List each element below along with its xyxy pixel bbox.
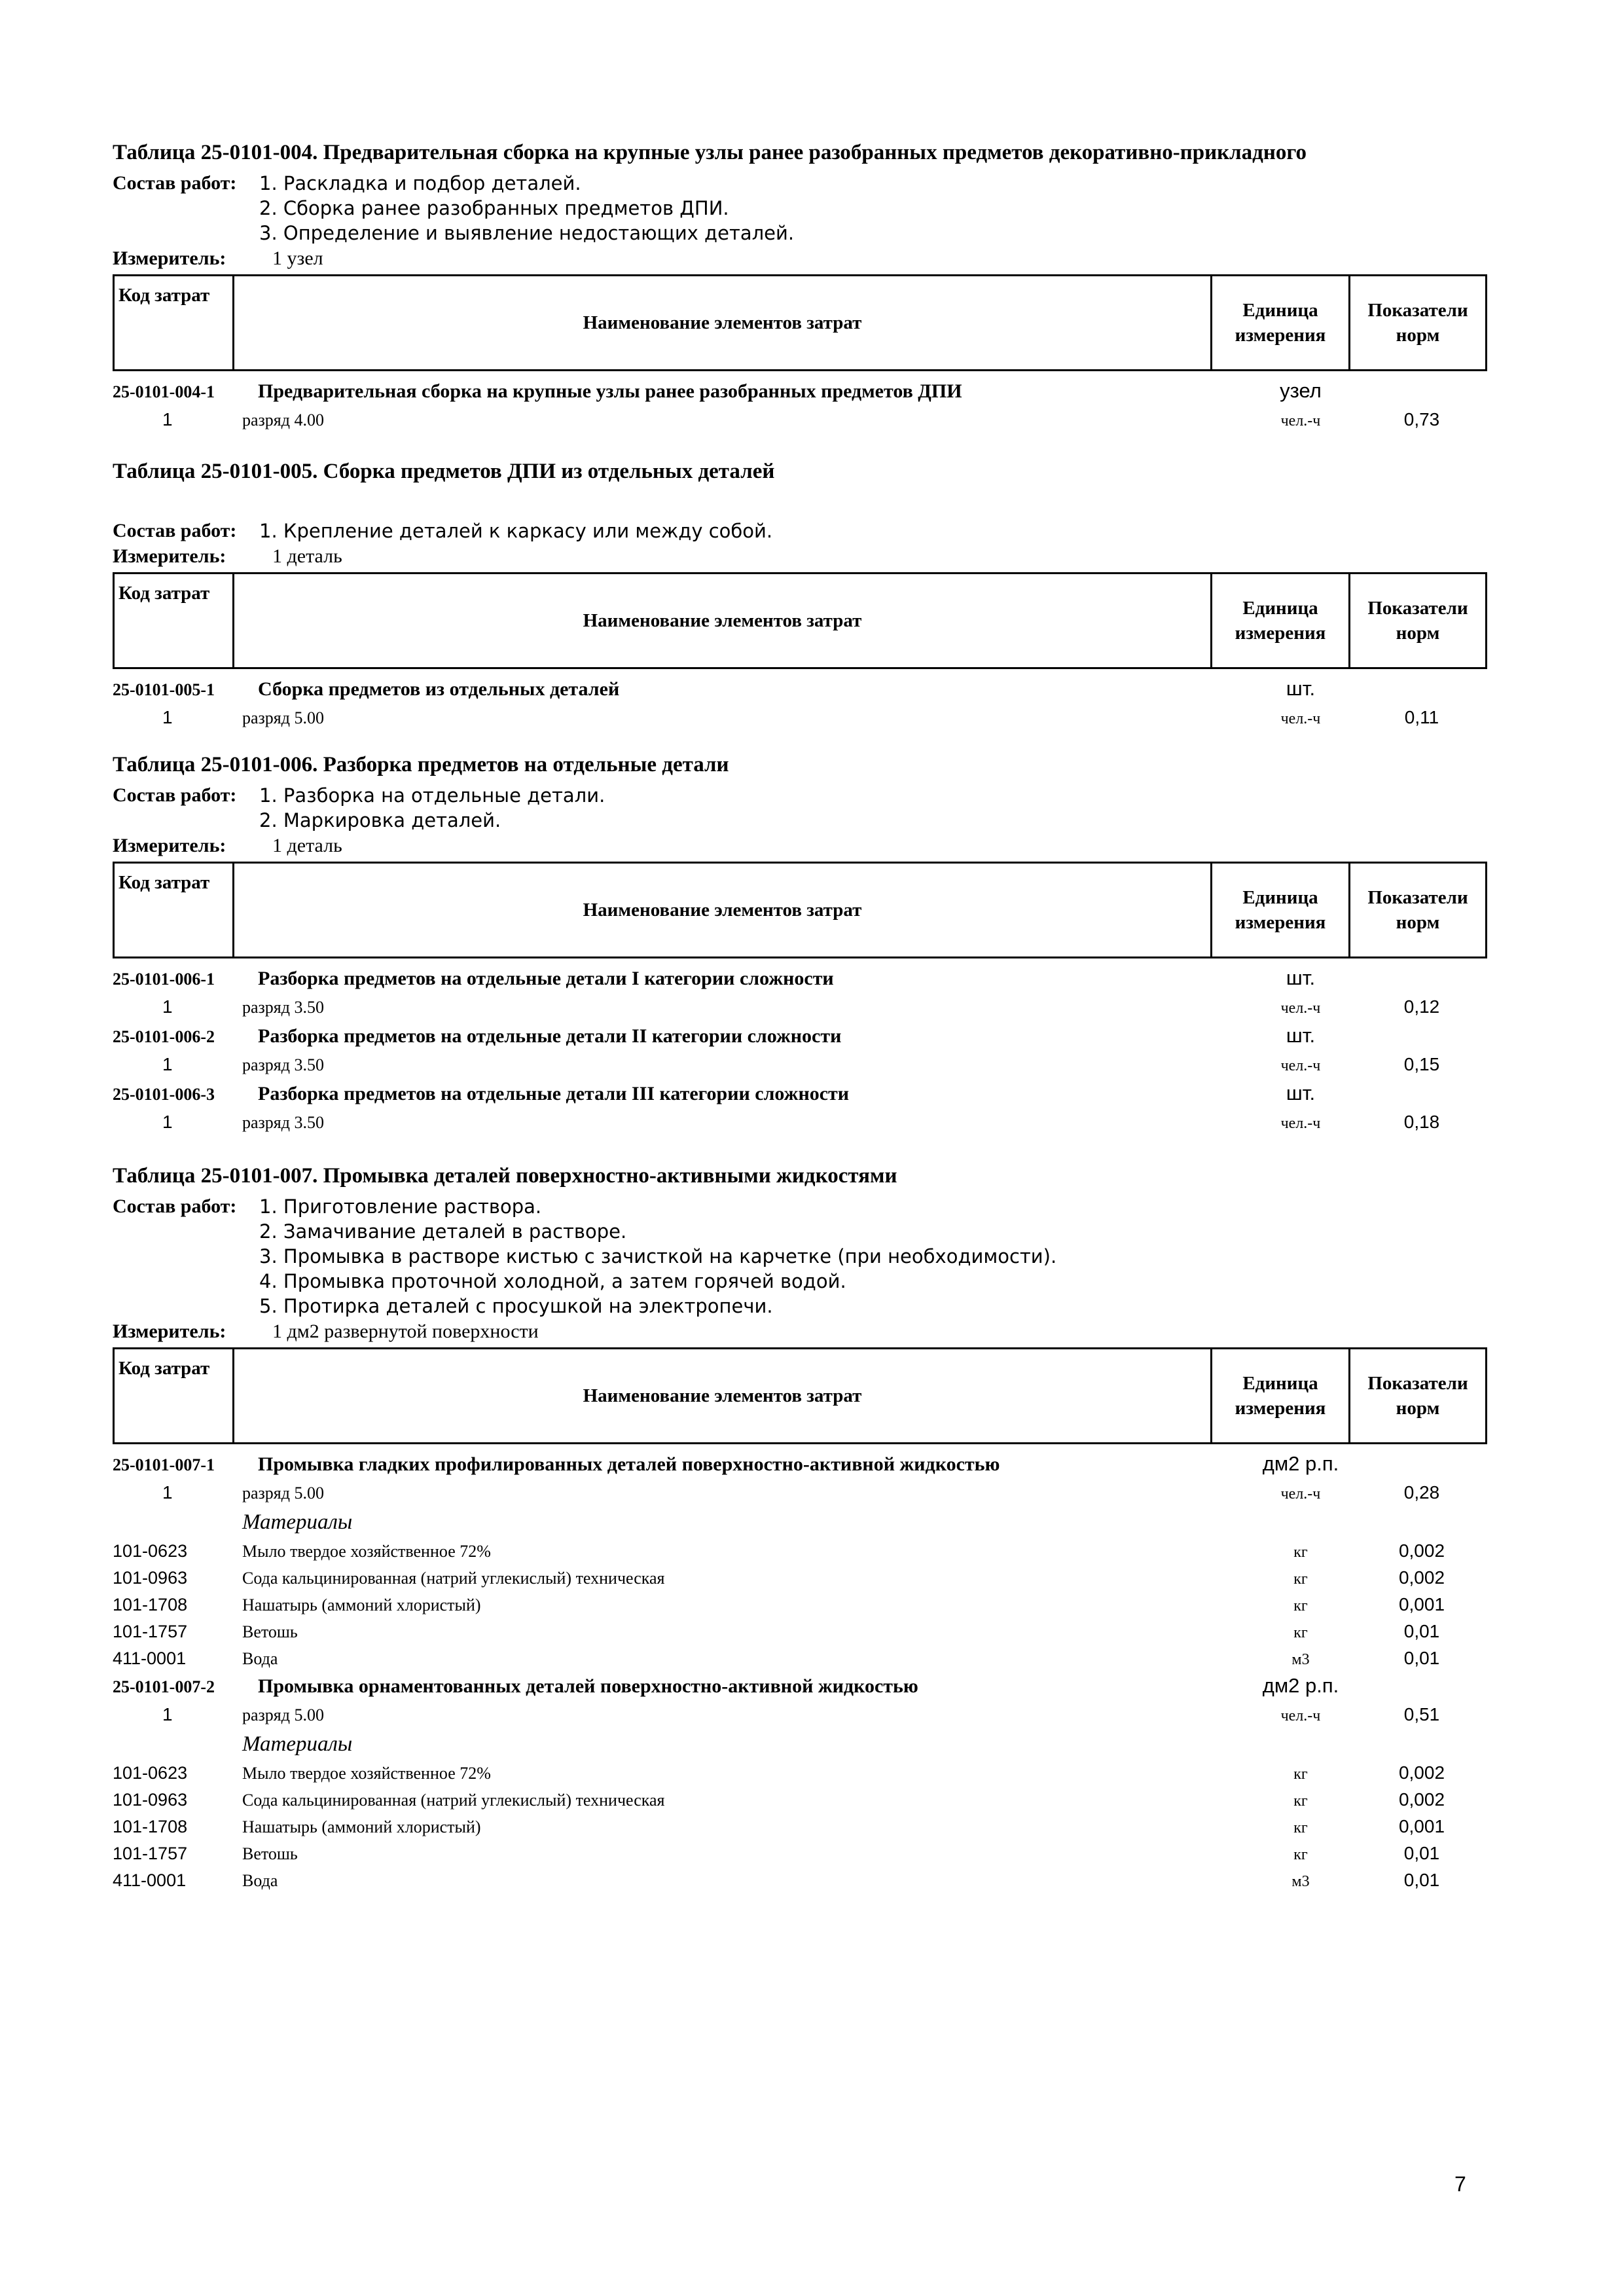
row-code: 101-1757 <box>113 1622 188 1641</box>
meter-value: 1 узел <box>272 247 323 269</box>
work-item-row <box>113 376 1487 405</box>
row-code: 101-0963 <box>113 1568 188 1588</box>
row-norm: 0,51 <box>1403 1704 1440 1724</box>
work-step: 4. Промывка проточной холодной, а затем горячей водой. <box>259 1270 846 1292</box>
col-unit-line2: измерения <box>1235 912 1326 933</box>
work-item-row <box>113 964 1487 993</box>
col-norm-line1: Показатели <box>1367 1373 1468 1394</box>
col-norm-line2: норм <box>1396 912 1440 933</box>
row-code: 25-0101-005-1 <box>113 680 215 699</box>
col-norm-header <box>1350 863 1487 958</box>
row-code: 1 <box>162 707 173 727</box>
work-step: 5. Протирка деталей с просушкой на электропечи. <box>259 1295 773 1317</box>
labor-row <box>113 1050 1487 1079</box>
row-code: 1 <box>162 1054 173 1074</box>
col-name-header: Наименование элементов затрат <box>234 574 1212 668</box>
row-unit: кг <box>1293 1624 1308 1641</box>
work-composition <box>113 783 1487 833</box>
row-unit: кг <box>1293 1846 1308 1863</box>
row-name: разряд 5.00 <box>242 1484 324 1503</box>
row-norm: 0,01 <box>1403 1870 1440 1890</box>
col-unit-header <box>1212 1349 1350 1444</box>
labor-row <box>113 1700 1487 1729</box>
row-name: Промывка гладких профилированных деталей поверхностно-активной жидкостью <box>258 1453 1000 1475</box>
col-name-header: Наименование элементов затрат <box>234 1349 1212 1444</box>
row-code: 411-0001 <box>113 1870 187 1890</box>
work-step: 2. Замачивание деталей в растворе. <box>259 1220 627 1243</box>
row-norm: 0,01 <box>1403 1621 1440 1641</box>
row-name: Мыло твердое хозяйственное 72% <box>242 1542 491 1561</box>
table-title: Таблица 25-0101-004. Предварительная сборка на крупные узлы ранее разобранных предметов декоративно-прикладного <box>113 141 1307 164</box>
row-unit: чел.-ч <box>1280 1000 1321 1017</box>
table-header <box>113 862 1487 958</box>
work-item-row <box>113 1449 1487 1478</box>
row-unit: кг <box>1293 1819 1308 1836</box>
work-step: 1. Крепление деталей к каркасу или между собой. <box>259 520 773 542</box>
col-norm-line2: норм <box>1396 1398 1440 1419</box>
table-rows <box>113 964 1487 1137</box>
composition-label: Состав работ: <box>113 784 237 806</box>
page-number: 7 <box>1454 2172 1466 2196</box>
meter-label: Измеритель: <box>113 835 226 856</box>
meter-label: Измеритель: <box>113 1321 226 1342</box>
col-code-header: Код затрат <box>114 1349 234 1444</box>
row-code: 25-0101-006-1 <box>113 970 215 989</box>
row-unit: шт. <box>1286 677 1316 700</box>
meter-value: 1 деталь <box>272 545 342 567</box>
composition-label: Состав работ: <box>113 520 237 541</box>
row-name: Нашатырь (аммоний хлористый) <box>242 1595 481 1614</box>
col-unit-line2: измерения <box>1235 1398 1326 1419</box>
row-name: разряд 4.00 <box>242 410 324 429</box>
row-unit: кг <box>1293 1766 1308 1783</box>
row-unit: дм2 р.п. <box>1262 1674 1339 1697</box>
col-norm-line1: Показатели <box>1367 300 1468 321</box>
row-norm: 0,01 <box>1403 1843 1440 1863</box>
table-title: Таблица 25-0101-005. Сборка предметов ДПИ из отдельных деталей <box>113 460 775 483</box>
row-unit: чел.-ч <box>1280 710 1321 727</box>
meter-line <box>113 833 1487 859</box>
row-code: 101-0963 <box>113 1790 188 1810</box>
work-step: 3. Промывка в растворе кистью с зачисткой на карчетке (при необходимости). <box>259 1245 1057 1267</box>
meter-line <box>113 1319 1487 1345</box>
work-item-row <box>113 674 1487 703</box>
labor-row <box>113 1108 1487 1137</box>
row-name: Ветошь <box>242 1844 298 1863</box>
materials-header-row <box>113 1729 1487 1759</box>
col-norm-header <box>1350 574 1487 668</box>
col-unit-line1: Единица <box>1242 300 1318 321</box>
row-code: 1 <box>162 409 173 429</box>
row-unit: м3 <box>1291 1873 1310 1890</box>
row-norm: 0,001 <box>1398 1594 1445 1614</box>
row-code: 1 <box>162 1704 173 1724</box>
row-name: разряд 5.00 <box>242 708 324 727</box>
col-code-header: Код затрат <box>114 276 234 371</box>
col-unit-line1: Единица <box>1242 598 1318 619</box>
material-row <box>113 1867 1487 1893</box>
table-rows <box>113 674 1487 732</box>
row-norm: 0,01 <box>1403 1648 1440 1668</box>
materials-label: Материалы <box>242 1732 353 1756</box>
table-title: Таблица 25-0101-007. Промывка деталей поверхностно-активными жидкостями <box>113 1164 897 1188</box>
row-code: 25-0101-007-1 <box>113 1455 215 1474</box>
meter-line <box>113 543 1487 570</box>
row-code: 1 <box>162 1482 173 1503</box>
work-step: 2. Сборка ранее разобранных предметов ДПИ. <box>259 197 729 219</box>
row-norm: 0,18 <box>1403 1112 1440 1132</box>
row-code: 1 <box>162 1112 173 1132</box>
row-unit: чел.-ч <box>1280 1485 1321 1503</box>
row-name: Разборка предметов на отдельные детали III категории сложности <box>258 1083 850 1104</box>
row-name: Разборка предметов на отдельные детали II категории сложности <box>258 1025 842 1047</box>
work-composition <box>113 171 1487 246</box>
col-unit-header <box>1212 574 1350 668</box>
composition-label: Состав работ: <box>113 172 237 194</box>
row-name: Вода <box>242 1649 278 1668</box>
col-unit-line1: Единица <box>1242 887 1318 908</box>
row-unit: узел <box>1280 379 1322 402</box>
row-name: Сода кальцинированная (натрий углекислый) техническая <box>242 1791 665 1810</box>
row-norm: 0,001 <box>1398 1816 1445 1836</box>
material-row <box>113 1591 1487 1618</box>
material-row <box>113 1645 1487 1671</box>
col-code-header: Код затрат <box>114 863 234 958</box>
norm-table-004 <box>113 139 1487 434</box>
row-unit: кг <box>1293 1793 1308 1810</box>
work-step: 2. Маркировка деталей. <box>259 809 501 831</box>
row-norm: 0,12 <box>1403 996 1440 1017</box>
meter-label: Измеритель: <box>113 247 226 269</box>
row-code: 25-0101-006-2 <box>113 1027 215 1046</box>
work-step: 1. Разборка на отдельные детали. <box>259 784 605 807</box>
material-row <box>113 1786 1487 1813</box>
row-code: 101-0623 <box>113 1541 188 1561</box>
row-name: Сода кальцинированная (натрий углекислый) техническая <box>242 1569 665 1588</box>
material-row <box>113 1618 1487 1645</box>
composition-label: Состав работ: <box>113 1195 237 1217</box>
col-unit-line1: Единица <box>1242 1373 1318 1394</box>
meter-value: 1 деталь <box>272 835 342 856</box>
norm-table-006 <box>113 752 1487 1137</box>
row-name: Предварительная сборка на крупные узлы ранее разобранных предметов ДПИ <box>258 380 962 402</box>
row-unit: кг <box>1293 1597 1308 1614</box>
row-code: 1 <box>162 996 173 1017</box>
row-code: 101-1708 <box>113 1595 188 1614</box>
row-name: разряд 3.50 <box>242 998 324 1017</box>
col-unit-line2: измерения <box>1235 325 1326 346</box>
table-title: Таблица 25-0101-006. Разборка предметов на отдельные детали <box>113 753 729 776</box>
material-row <box>113 1813 1487 1840</box>
row-unit: чел.-ч <box>1280 1707 1321 1724</box>
row-name: Сборка предметов из отдельных деталей <box>258 678 620 700</box>
row-norm: 0,28 <box>1403 1482 1440 1503</box>
row-name: Разборка предметов на отдельные детали I категории сложности <box>258 968 834 989</box>
work-item-row <box>113 1671 1487 1700</box>
row-unit: чел.-ч <box>1280 1115 1321 1132</box>
col-norm-line2: норм <box>1396 623 1440 644</box>
row-norm: 0,002 <box>1398 1540 1445 1561</box>
work-composition <box>113 519 1487 543</box>
row-name: разряд 3.50 <box>242 1055 324 1074</box>
row-unit: шт. <box>1286 1024 1316 1047</box>
table-rows <box>113 376 1487 434</box>
norm-table-007 <box>113 1163 1487 1893</box>
labor-row <box>113 405 1487 434</box>
col-norm-line1: Показатели <box>1367 598 1468 619</box>
materials-header-row <box>113 1507 1487 1537</box>
work-steps <box>259 171 794 246</box>
work-step: 1. Раскладка и подбор деталей. <box>259 172 581 194</box>
material-row <box>113 1564 1487 1591</box>
row-code: 101-0623 <box>113 1763 188 1783</box>
row-code: 25-0101-004-1 <box>113 382 215 401</box>
work-item-row <box>113 1021 1487 1050</box>
row-norm: 0,15 <box>1403 1054 1440 1074</box>
row-unit: кг <box>1293 1544 1308 1561</box>
row-name: Мыло твердое хозяйственное 72% <box>242 1764 491 1783</box>
col-name-header: Наименование элементов затрат <box>234 276 1212 371</box>
labor-row <box>113 993 1487 1021</box>
col-unit-header <box>1212 863 1350 958</box>
row-name: Промывка орнаментованных деталей поверхностно-активной жидкостью <box>258 1675 918 1697</box>
row-norm: 0,73 <box>1403 409 1440 429</box>
row-name: разряд 3.50 <box>242 1113 324 1132</box>
row-name: разряд 5.00 <box>242 1705 324 1724</box>
material-row <box>113 1840 1487 1867</box>
table-rows <box>113 1449 1487 1893</box>
row-norm: 0,002 <box>1398 1762 1445 1783</box>
row-unit: шт. <box>1286 1082 1316 1104</box>
col-code-header: Код затрат <box>114 574 234 668</box>
row-unit: чел.-ч <box>1280 412 1321 429</box>
row-norm: 0,002 <box>1398 1567 1445 1588</box>
col-unit-header <box>1212 276 1350 371</box>
material-row <box>113 1537 1487 1564</box>
row-name: Ветошь <box>242 1622 298 1641</box>
work-steps <box>259 519 772 543</box>
work-step: 1. Приготовление раствора. <box>259 1195 542 1218</box>
col-unit-line2: измерения <box>1235 623 1326 644</box>
row-unit: дм2 р.п. <box>1262 1452 1339 1475</box>
row-unit: м3 <box>1291 1651 1310 1668</box>
material-row <box>113 1759 1487 1786</box>
work-composition <box>113 1194 1487 1319</box>
row-code: 411-0001 <box>113 1649 187 1668</box>
labor-row <box>113 703 1487 732</box>
row-unit: чел.-ч <box>1280 1057 1321 1074</box>
row-code: 101-1708 <box>113 1817 188 1836</box>
meter-label: Измеритель: <box>113 545 226 567</box>
col-name-header: Наименование элементов затрат <box>234 863 1212 958</box>
row-code: 25-0101-006-3 <box>113 1085 215 1104</box>
col-norm-header <box>1350 1349 1487 1444</box>
work-item-row <box>113 1079 1487 1108</box>
col-norm-line2: норм <box>1396 325 1440 346</box>
norm-table-005 <box>113 458 1487 732</box>
table-header <box>113 572 1487 669</box>
row-code: 101-1757 <box>113 1844 188 1863</box>
work-steps <box>259 783 605 833</box>
col-norm-header <box>1350 276 1487 371</box>
row-code: 25-0101-007-2 <box>113 1677 215 1696</box>
row-name: Нашатырь (аммоний хлористый) <box>242 1817 481 1836</box>
work-step: 3. Определение и выявление недостающих деталей. <box>259 222 795 244</box>
meter-line <box>113 246 1487 272</box>
labor-row <box>113 1478 1487 1507</box>
materials-label: Материалы <box>242 1510 353 1534</box>
work-steps <box>259 1194 1056 1319</box>
table-header <box>113 274 1487 371</box>
row-name: Вода <box>242 1871 278 1890</box>
table-header <box>113 1347 1487 1444</box>
row-norm: 0,11 <box>1404 707 1439 727</box>
row-unit: шт. <box>1286 966 1316 989</box>
meter-value: 1 дм2 развернутой поверхности <box>272 1321 539 1342</box>
col-norm-line1: Показатели <box>1367 887 1468 908</box>
row-unit: кг <box>1293 1571 1308 1588</box>
row-norm: 0,002 <box>1398 1789 1445 1810</box>
